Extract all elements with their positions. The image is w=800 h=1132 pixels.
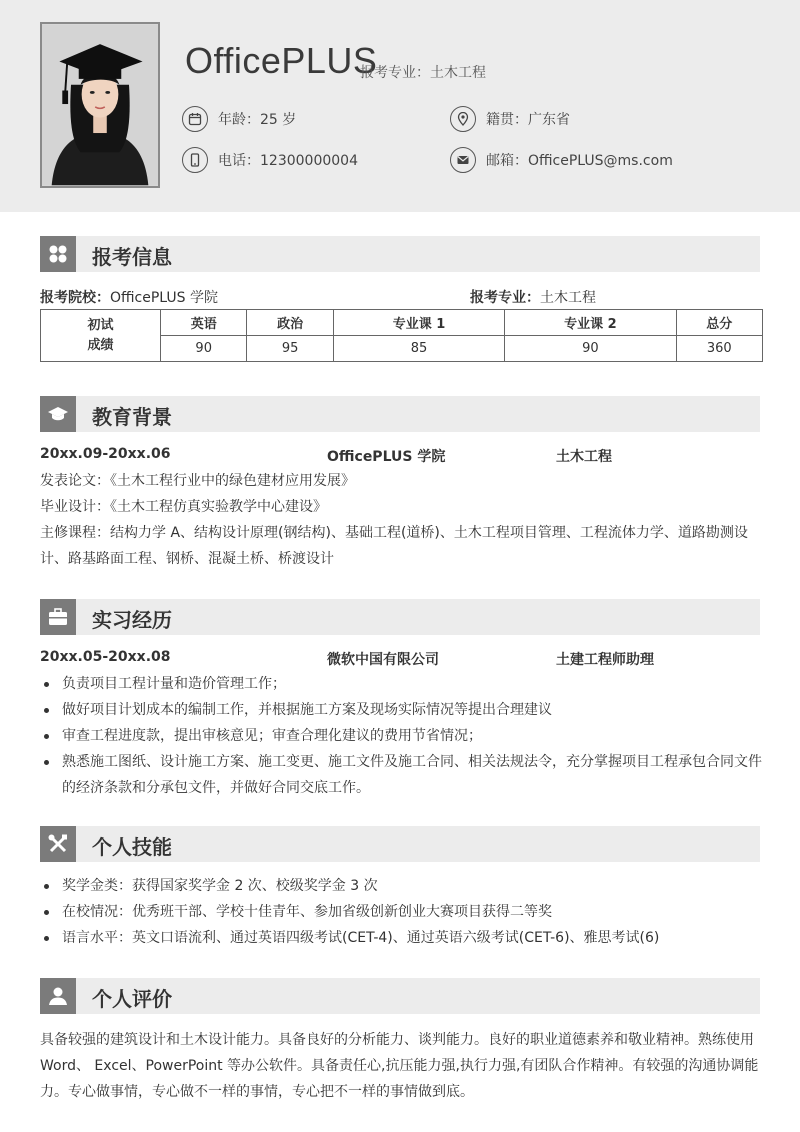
location-icon — [450, 106, 476, 132]
email-text: 邮箱：OfficePLUS@ms.com — [486, 153, 673, 169]
score-value: 360 — [676, 336, 762, 362]
section-apply-header — [40, 236, 760, 272]
section-title: 教育背景 — [92, 405, 172, 429]
section-skills-header — [40, 826, 760, 862]
edu-paper: 发表论文：《土木工程行业中的绿色建材应用发展》 — [40, 473, 355, 489]
list-item: 熟悉施工图纸、设计施工方案、施工变更、施工文件及施工合同、相关法规法令，充分掌握项目工程承包合同文件的经济条款和分承包文件，并做好合同交底工作。 — [40, 749, 765, 801]
section-eval-header — [40, 978, 760, 1014]
phone-icon — [182, 147, 208, 173]
header-major: 报考专业：土木工程 — [360, 65, 486, 81]
section-title: 报考信息 — [92, 245, 172, 269]
calendar-icon — [182, 106, 208, 132]
score-value: 95 — [247, 336, 333, 362]
graduate-portrait-icon — [42, 24, 158, 186]
origin-text: 籍贯：广东省 — [486, 112, 570, 128]
section-title: 实习经历 — [92, 608, 172, 632]
section-title: 个人技能 — [92, 835, 172, 859]
score-value: 85 — [333, 336, 504, 362]
edu-period: 20xx.09-20xx.06 — [40, 446, 171, 462]
list-item: 语言水平：英文口语流利、通过英语四级考试(CET-4)、通过英语六级考试(CET-6)、雅思考试(6) — [40, 925, 765, 951]
age-text: 年龄：25 岁 — [218, 112, 297, 128]
score-header: 政治 — [247, 310, 333, 336]
intern-company: 微软中国有限公司 — [327, 652, 439, 668]
apply-major: 报考专业：土木工程 — [470, 290, 596, 306]
profile-photo — [40, 22, 160, 188]
section-title: 个人评价 — [92, 987, 172, 1011]
edu-school: OfficePLUS 学院 — [327, 449, 446, 465]
person-icon — [40, 978, 76, 1014]
edu-major: 土木工程 — [556, 449, 612, 465]
graduation-cap-icon — [40, 396, 76, 432]
score-label: 初试 成绩 — [41, 310, 161, 362]
info-origin — [450, 106, 570, 132]
score-value: 90 — [505, 336, 676, 362]
list-item: 审查工程进度款，提出审核意见；审查合理化建议的费用节省情况； — [40, 723, 765, 749]
intern-period: 20xx.05-20xx.08 — [40, 649, 171, 665]
resume-header — [0, 0, 800, 212]
briefcase-icon — [40, 599, 76, 635]
score-table — [40, 309, 763, 362]
list-item: 在校情况：优秀班干部、学校十佳青年、参加省级创新创业大赛项目获得二等奖 — [40, 899, 765, 925]
list-item: 做好项目计划成本的编制工作，并根据施工方案及现场实际情况等提出合理建议 — [40, 697, 765, 723]
skills-list — [40, 873, 765, 951]
tools-icon — [40, 826, 76, 862]
score-header: 专业课 2 — [505, 310, 676, 336]
edu-thesis: 毕业设计：《土木工程仿真实验教学中心建设》 — [40, 499, 327, 515]
info-age — [182, 106, 296, 132]
mail-icon — [450, 147, 476, 173]
score-value: 90 — [161, 336, 247, 362]
section-intern-header — [40, 599, 760, 635]
apply-school: 报考院校：OfficePLUS 学院 — [40, 290, 218, 306]
candidate-name: OfficePLUS — [185, 40, 378, 81]
eval-text: 具备较强的建筑设计和土木设计能力。具备良好的分析能力、谈判能力。良好的职业道德素养和敬业精神。熟练使用 Word、 Excel、PowerPoint 等办公软件。具备责任心,抗压能力强,执行力强,有团队合作精神。有较强的沟通协调能力。专心做事情，专心做不一样的事情，专心把不一样的事情做到底。 — [40, 1032, 759, 1100]
list-item: 奖学金类：获得国家奖学金 2 次、校级奖学金 3 次 — [40, 873, 765, 899]
score-header: 总分 — [676, 310, 762, 336]
phone-text: 电话：12300000004 — [218, 153, 358, 169]
intern-list — [40, 671, 765, 801]
info-email — [450, 147, 673, 173]
score-header: 专业课 1 — [333, 310, 504, 336]
info-phone — [182, 147, 358, 173]
intern-role: 土建工程师助理 — [556, 652, 654, 668]
edu-courses: 主修课程：结构力学 A、结构设计原理(钢结构)、基础工程(道桥)、土木工程项目管理、工程流体力学、道路勘测设计、路基路面工程、钢桥、混凝土桥、桥渡设计 — [40, 525, 748, 567]
grid-icon — [40, 236, 76, 272]
list-item: 负责项目工程计量和造价管理工作； — [40, 671, 765, 697]
section-edu-header — [40, 396, 760, 432]
score-header: 英语 — [161, 310, 247, 336]
